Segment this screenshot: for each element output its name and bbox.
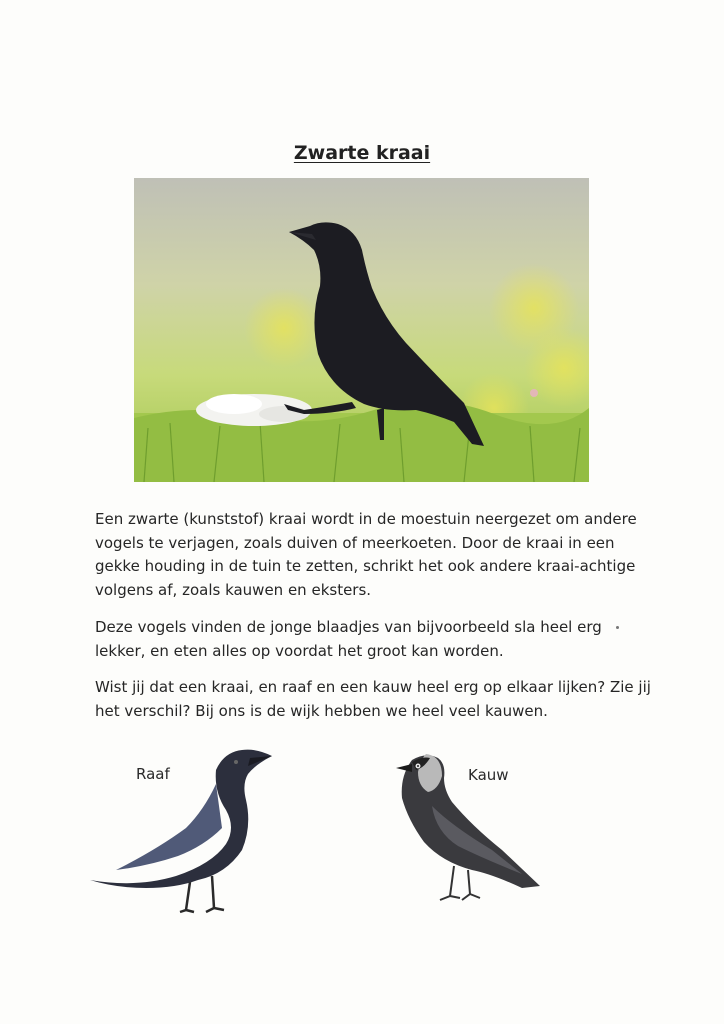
jackdaw-illustration — [372, 746, 542, 916]
page-title: Zwarte kraai — [293, 142, 431, 164]
scan-speck — [616, 626, 619, 629]
paragraph-question: Wist jij dat een kraai, en raaf en een kauw heel erg op elkaar lijken? Zie jij het verschil? Bij ons is de wijk hebben we heel veel kauwen. — [95, 678, 651, 720]
paragraph-food: Deze vogels vinden de jonge blaadjes van bijvoorbeeld sla heel erg lekker, en eten alles op voordat het groot kan worden. — [95, 618, 602, 660]
raaf-label: Raaf — [136, 765, 170, 783]
raven-illustration — [86, 740, 286, 920]
paragraph-intro: Een zwarte (kunststof) kraai wordt in de moestuin neergezet om andere vogels te verjagen, zoals duiven of meerkoeten. Door de kraai in een gekke houding in de tuin te zetten, schrikt het ook andere kraai-achtige volgens af, zoals kauwen en eksters. — [95, 510, 637, 599]
crow-photo — [134, 178, 589, 482]
kauw-label: Kauw — [468, 766, 509, 784]
